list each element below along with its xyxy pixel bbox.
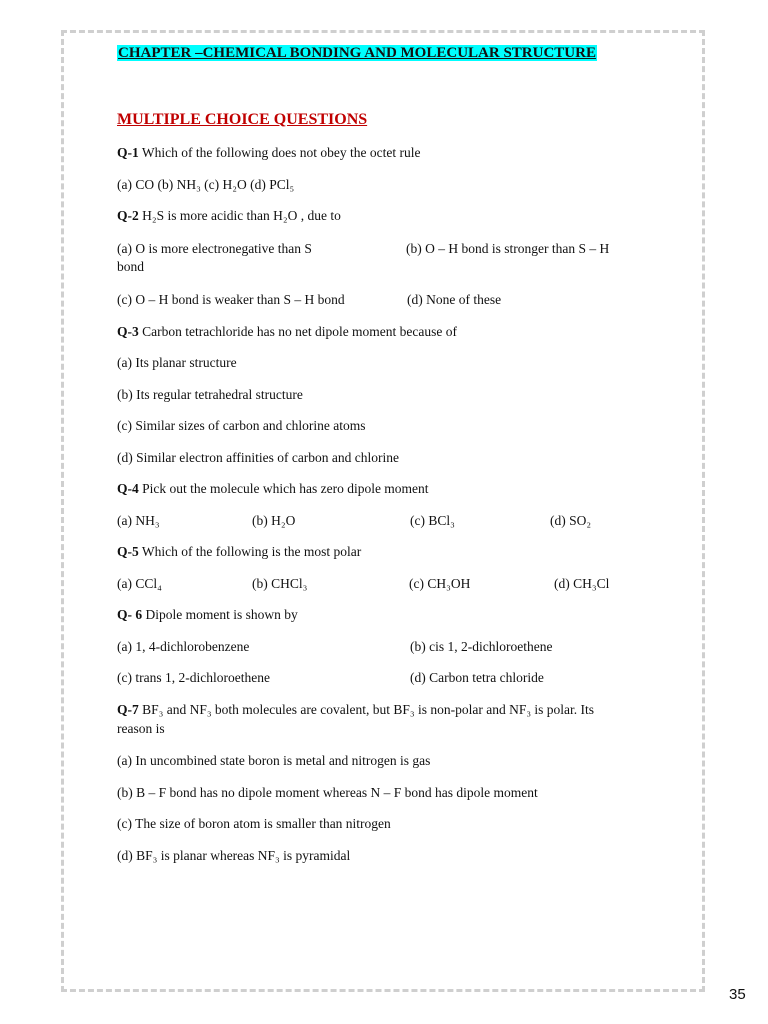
option-c: (c) trans 1, 2-dichloroethene (117, 670, 270, 685)
question-2 (117, 208, 341, 224)
question-text: Pick out the molecule which has zero dipole moment (138, 481, 429, 496)
option-d: (d) CH₃Cl (554, 576, 610, 591)
option-a: (a) NH₃ (117, 513, 160, 528)
option-a: (a) Its planar structure (117, 355, 237, 370)
question-1 (117, 145, 420, 161)
option-d: (d) SO₂ (550, 513, 592, 528)
option-b: (b) H₂O (252, 513, 296, 528)
option-d: (d) Similar electron affinities of carbon and chlorine (117, 450, 400, 465)
option-c: (c) CH₃OH (409, 576, 471, 591)
question-text: Which of the following is the most polar (138, 544, 362, 559)
option-b: (b) Its regular tetrahedral structure (117, 387, 303, 402)
question-7 (117, 702, 594, 718)
option-a: (a) CCl₄ (117, 576, 162, 591)
option-c: (c) O – H bond is weaker than S – H bond (117, 292, 345, 307)
question-text: Carbon tetrachloride has no net dipole moment because of (138, 324, 458, 339)
option-a: (a) In uncombined state boron is metal and nitrogen is gas (117, 753, 431, 768)
section-title: MULTIPLE CHOICE QUESTIONS (117, 111, 368, 128)
question-number: Q-1 (117, 145, 139, 160)
option-b: (b) B – F bond has no dipole moment whereas N – F bond has dipole moment (117, 785, 538, 800)
option-c: (c) Similar sizes of carbon and chlorine atoms (117, 418, 366, 433)
section-heading (117, 112, 367, 128)
option-a: (a) O is more electronegative than S (117, 241, 312, 256)
option-b: (b) O – H bond is stronger than S – H (406, 241, 610, 256)
question-number: Q-4 (117, 481, 139, 496)
question-number: Q-2 (117, 208, 139, 223)
option-c: (c) BCl₃ (410, 513, 455, 528)
question-text: Dipole moment is shown by (142, 607, 298, 622)
chapter-heading (117, 45, 597, 61)
question-number: Q-7 (117, 702, 139, 717)
option-d: (d) None of these (407, 292, 502, 307)
question-text: BF₃ and NF₃ both molecules are covalent, but BF₃ is non-polar and NF₃ is polar. Its (138, 702, 595, 717)
question-3 (117, 324, 457, 340)
option-b-continued: bond (117, 259, 144, 274)
question-text: Which of the following does not obey the octet rule (138, 145, 421, 160)
option-b: (b) cis 1, 2-dichloroethene (410, 639, 553, 654)
option-b: (b) CHCl₃ (252, 576, 308, 591)
option-c: (c) The size of boron atom is smaller than nitrogen (117, 816, 391, 831)
question-7-text-continued: reason is (117, 721, 165, 736)
chapter-title: CHAPTER –CHEMICAL BONDING AND MOLECULAR STRUCTURE (118, 45, 596, 61)
question-1-options: (a) CO (b) NH₃ (c) H₂O (d) PCl₅ (117, 177, 295, 192)
option-d: (d) Carbon tetra chloride (410, 670, 544, 685)
option-a: (a) 1, 4-dichlorobenzene (117, 639, 250, 654)
question-text: H₂S is more acidic than H₂O , due to (138, 208, 341, 223)
question-5 (117, 544, 361, 560)
page-number: 35 (729, 986, 746, 1003)
question-4 (117, 481, 429, 497)
question-6 (117, 607, 298, 623)
option-d: (d) BF₃ is planar whereas NF₃ is pyramidal (117, 848, 351, 863)
question-number: Q-5 (117, 544, 139, 559)
question-number: Q-3 (117, 324, 139, 339)
question-number: Q- 6 (117, 607, 143, 622)
